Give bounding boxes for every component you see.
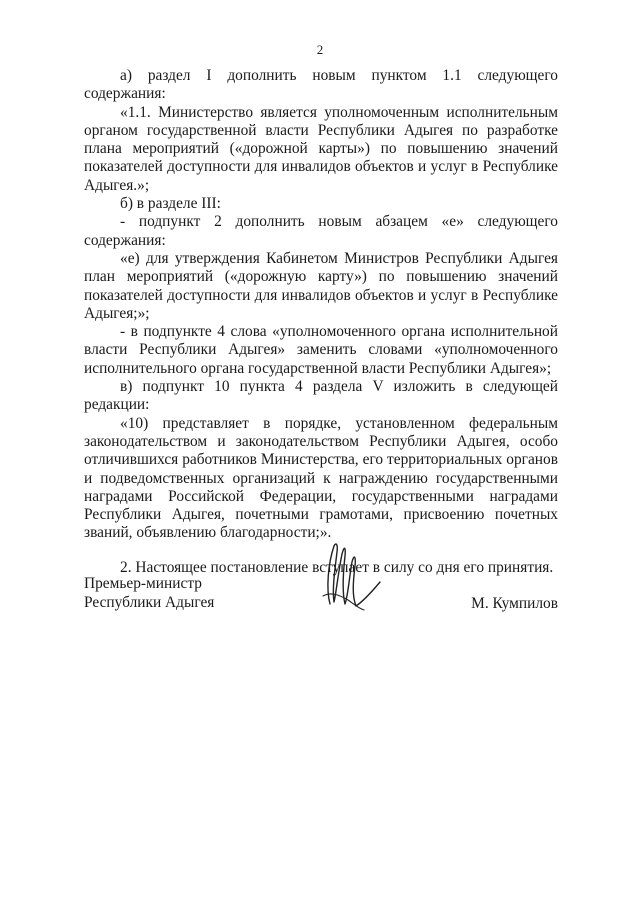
signatory-title — [84, 574, 214, 612]
handwritten-signature — [318, 534, 388, 614]
paragraph-v: в) подпункт 10 пункта 4 раздела V изложить в следующей редакции: — [84, 378, 558, 414]
paragraph-subpoint-2: - подпункт 2 дополнить новым абзацем «е» следующего содержания: — [84, 213, 558, 249]
paragraph-1-1: «1.1. Министерство является уполномоченным исполнительным органом государственной власти Республики Адыгея по разработке плана мероприятий («дорожной карты») по повышению значений показателей доступности для инвалидов объектов и услуг в Республике Адыгея.»; — [84, 103, 558, 194]
paragraph-e: «е) для утверждения Кабинетом Министров Республики Адыгея план мероприятий («дорожную карту») по повышению значений показателей доступности для инвалидов объектов и услуг в Республике Адыгея;»; — [84, 249, 558, 322]
document-body — [84, 67, 558, 577]
paragraph-a: а) раздел I дополнить новым пунктом 1.1 следующего содержания: — [84, 67, 558, 103]
paragraph-10: «10) представляет в порядке, установленном федеральным законодательством и законодательством Республики Адыгея, особо отличившихся работников Министерства, его территориальных органов и подведомственных организаций к награждению государственными наградами Российской Федерации, государственными наградами Республики Адыгея, почетными грамотами, присвоению почетных званий, объявлению благодарности;». — [84, 414, 558, 542]
signatory-title-line-2: Республики Адыгея — [84, 594, 215, 611]
paragraph-2: 2. Настоящее постановление вступает в силу со дня его принятия. — [120, 558, 554, 576]
page-number: 2 — [316, 42, 324, 57]
signer-name: М. Кумпилов — [471, 595, 558, 612]
paragraph-b: б) в разделе III: — [120, 195, 221, 213]
paragraph-subpoint-4: - в подпункте 4 слова «уполномоченного органа исполнительной власти Республики Адыгея» заменить словами «уполномоченного исполнительного органа государственной власти Республики Адыгея»; — [84, 323, 558, 377]
signatory-title-line-1: Премьер-министр — [84, 575, 202, 592]
